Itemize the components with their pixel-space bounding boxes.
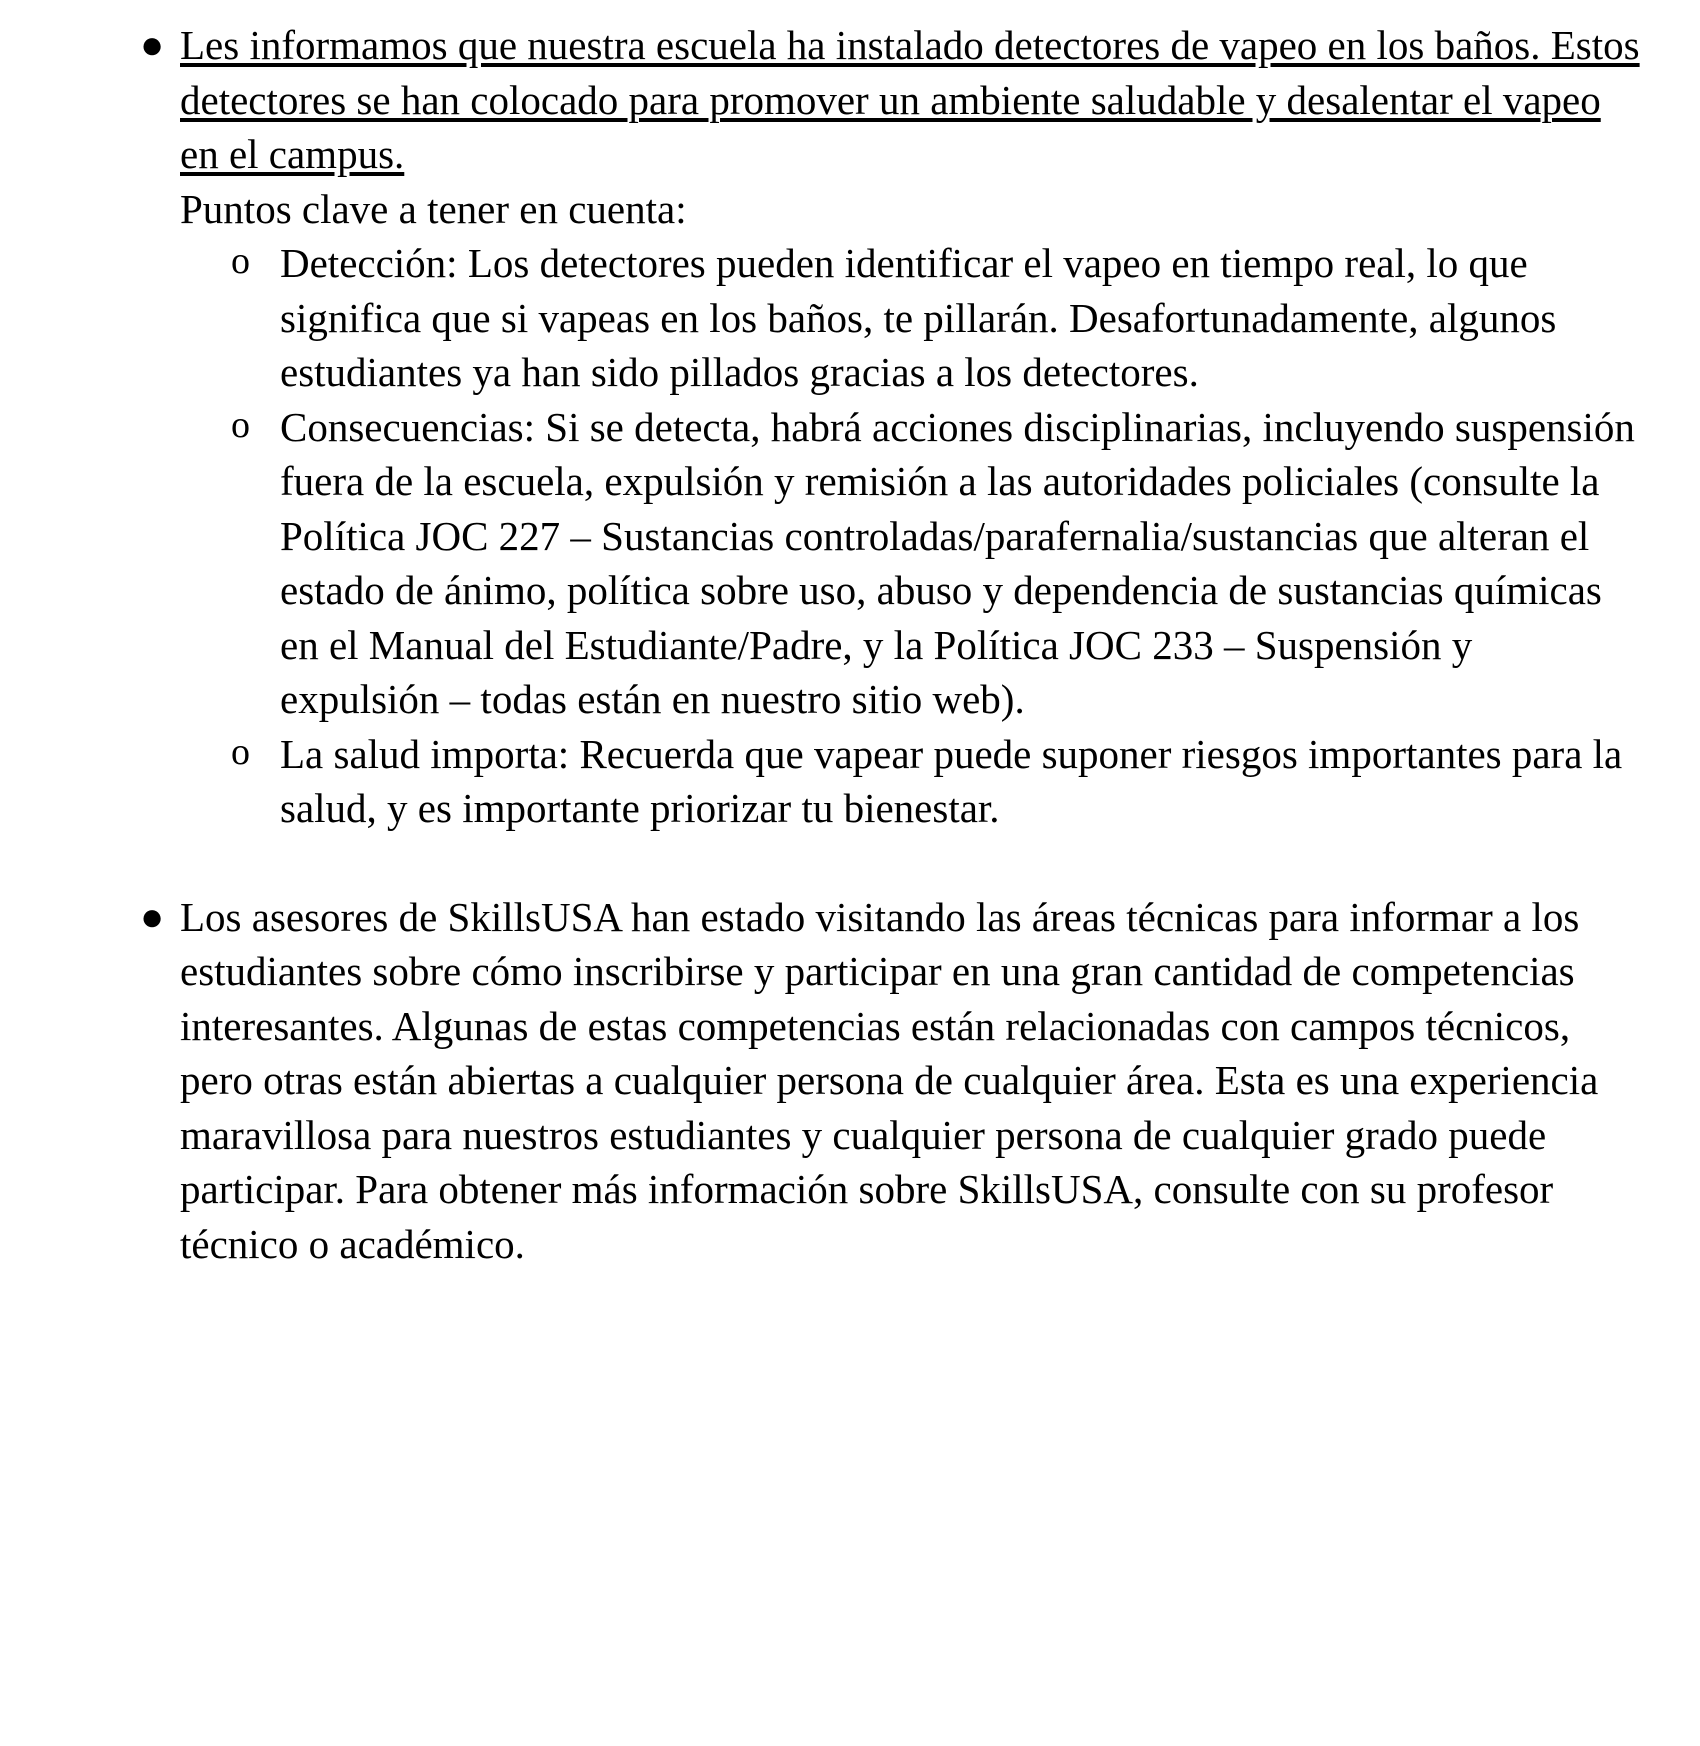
paragraph-vaping-heading: Les informamos que nuestra escuela ha instalado detectores de vapeo en los baños. Estos detectores se han colocado para promover un ambiente saludable y desalentar el vapeo en el campus. <box>180 22 1640 178</box>
paragraph-skillsusa: Los asesores de SkillsUSA han estado visitando las áreas técnicas para informar a los estudiantes sobre cómo inscribirse y participar en una gran cantidad de competencias interesantes. Algunas de estas competencias están relacionadas con campos técnicos, pero otras están abiertas a cualquier persona de cualquier área. Esta es una experiencia maravillosa para nuestros estudiantes y cualquier persona de cualquier grado puede participar. Para obtener más información sobre SkillsUSA, consulte con su profesor técnico o académico. <box>180 893 1599 1267</box>
list-item <box>225 400 1640 727</box>
bullet-list <box>120 18 1640 1271</box>
paragraph-detection: Detección: Los detectores pueden identificar el vapeo en tiempo real, lo que significa que si vapeas en los baños, te pillarán. Desafortunadamente, algunos estudiantes ya han sido pillados gracias a los detectores. <box>280 240 1557 396</box>
paragraph-health-matters: La salud importa: Recuerda que vapear puede suponer riesgos importantes para la salud, y es importante priorizar tu bienestar. <box>280 730 1623 832</box>
list-item <box>225 727 1640 836</box>
sub-bullet-list <box>180 236 1640 836</box>
paragraph-key-points-intro: Puntos clave a tener en cuenta: <box>180 185 687 232</box>
bullet-marker: ● <box>140 22 165 67</box>
sub-bullet-marker: o <box>231 240 250 283</box>
list-item <box>225 236 1640 400</box>
paragraph-consequences: Consecuencias: Si se detecta, habrá acciones disciplinarias, incluyendo suspensión fuera de la escuela, expulsión y remisión a las autoridades policiales (consulte la Política JOC 227 – Sustancias controladas/parafernalia/sustancias que alteran el estado de ánimo, política sobre uso, abuso y dependencia de sustancias químicas en el Manual del Estudiante/Padre, y la Política JOC 233 – Suspensión y expulsión – todas están en nuestro sitio web). <box>280 403 1635 723</box>
bullet-marker: ● <box>140 893 165 939</box>
list-item <box>120 18 1640 836</box>
sub-bullet-marker: o <box>231 730 250 773</box>
sub-bullet-marker: o <box>231 403 250 446</box>
paragraph-spacer <box>120 836 1640 890</box>
list-item <box>120 890 1640 1272</box>
